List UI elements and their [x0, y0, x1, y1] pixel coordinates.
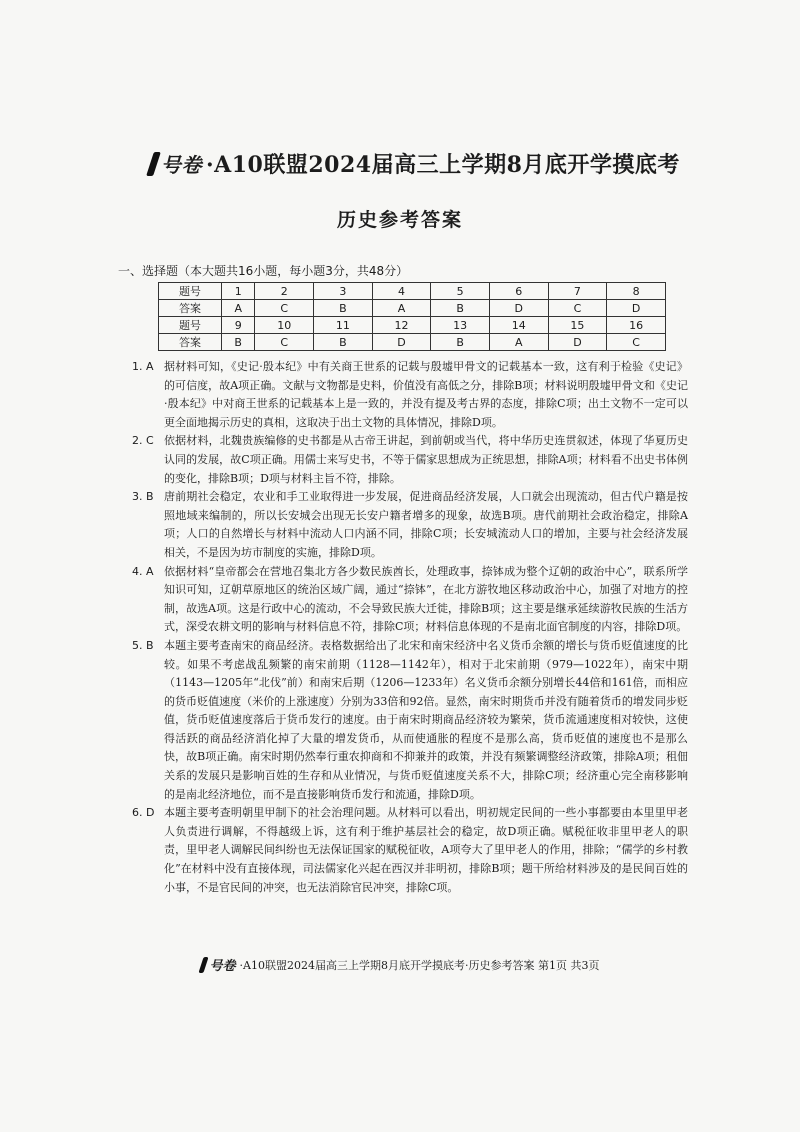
explanation-text: 据材料可知，《史记·殷本纪》中有关商王世系的记载与殷墟甲骨文的记载基本一致，这有利于检验《史记》的可信度，故A项正确。文献与文物都是史料，价值没有高低之分，排除B项；材料说明殷墟甲骨文和《史记·殷本纪》中对商王世系的记载基本上是一致的，并没有提及考古界的态度，排除C项；出土文物不一定可以更全面地揭示历史的真相，这取决于出土文物的具体情况，排除D项。	[164, 360, 688, 429]
answer-table-row-header: 答案	[159, 300, 222, 317]
explanation-number: 1. A	[132, 360, 154, 373]
answer-table-cell: 13	[431, 317, 490, 334]
explanation-item	[132, 637, 688, 804]
section-heading-multiple-choice: 一、选择题（本大题共16小题，每小题3分，共48分）	[118, 264, 409, 278]
explanation-text: 本题主要考查南宋的商品经济。表格数据给出了北宋和南宋经济中名义货币余额的增长与货币贬值速度的比较。如果不考虑战乱频繁的南宋前期（1128—1142年），相对于北宋前期（979—1022年），南宋中期（1143—1205年“北伐”前）和南宋后期（1206—1233年）名义货币余额分别增长44倍和161倍，而相应的货币贬值速度（米价的上涨速度）分别为33倍和92倍。显然，南宋时期货币并没有随着货币的增发同步贬值，货币贬值速度落后于货币发行的速度。由于南宋时期商品经济较为繁荣，货币流通速度相对较快，这使得活跃的商品经济消化掉了大量的增发货币，从而使通胀的程度不是那么高，货币贬值的速度也不是那么快，故B项正确。南宋时期仍然奉行重农抑商和不抑兼并的政策，并没有频繁调整经济政策，排除A项；租佃关系的发展只是影响百姓的生存和从业情况，与货币贬值速度关系不大，排除C项；经济重心完全南移影响的是南北经济地位，而不是直接影响货币发行和流通，排除D项。	[164, 638, 688, 801]
explanation-number: 3. B	[132, 490, 154, 504]
footer-logo-text: 号卷	[209, 959, 236, 974]
answer-table-cell: 11	[314, 317, 373, 334]
explanation-text: 本题主要考查明朝里甲制下的社会治理问题。从材料可以看出，明初规定民间的一些小事都要由本里里甲老人负责进行调解，不得越级上诉，这有利于维护基层社会的稳定，故D项正确。赋税征收非里甲老人的职责，里甲老人调解民间纠纷也无法保证国家的赋税征收，A项夸大了里甲老人的作用，排除；“儒学的乡村教化”在材料中没有直接体现，司法儒家化兴起在西汉并非明初，排除B项；题干所给材料涉及的是民间百姓的小事，不是官民间的冲突，也无法消除官民冲突，排除C项。	[164, 806, 688, 894]
answer-table-cell: B	[431, 334, 490, 351]
answer-table-cell: D	[607, 300, 666, 317]
explanation-number: 4. A	[132, 564, 154, 578]
answer-table-cell: 12	[372, 317, 431, 334]
answer-table-cell: 2	[255, 283, 314, 300]
answer-table	[158, 282, 666, 351]
brand-logo-text: 号卷	[161, 153, 202, 177]
answer-table-cell: B	[222, 334, 255, 351]
answer-table-cell: D	[489, 300, 548, 317]
answer-table-row-header: 答案	[159, 334, 222, 351]
answer-table-cell: 16	[607, 317, 666, 334]
explanation-item	[132, 563, 688, 637]
explanation-number: 5. B	[132, 638, 154, 652]
explanation-item	[132, 358, 688, 432]
answer-table-row-header: 题号	[159, 283, 222, 300]
document-subtitle: 历史参考答案	[336, 209, 463, 231]
answer-table-cell: 4	[372, 283, 431, 300]
answer-table-cell: B	[314, 334, 373, 351]
answer-table-cell: 5	[431, 283, 490, 300]
answer-table-row-header: 题号	[159, 317, 222, 334]
answer-table-cell: 7	[548, 283, 607, 300]
answer-table-cell: 8	[607, 283, 666, 300]
brand-logo	[150, 149, 202, 178]
answer-table-cell: B	[314, 300, 373, 317]
explanation-text: 依据材料，北魏贵族编修的史书都是从古帝王讲起，到前朝或当代，将中华历史连贯叙述，体现了华夏历史认同的发展，故C项正确。用儒士来写史书，不等于儒家思想成为正统思想，排除A项；材料看不出史书体例的变化，排除B项；D项与材料主旨不符，排除。	[164, 434, 688, 485]
answer-table-cell: 15	[548, 317, 607, 334]
answer-table-cell: A	[372, 300, 431, 317]
footer-logo	[201, 955, 236, 974]
answer-table-cell: 10	[255, 317, 314, 334]
answer-table-cell: A	[222, 300, 255, 317]
explanation-number: 6. D	[132, 806, 155, 820]
answer-table-row	[159, 283, 666, 300]
answer-table-cell: C	[607, 334, 666, 351]
answer-table-cell: C	[255, 300, 314, 317]
answer-table-cell: D	[372, 334, 431, 351]
document-title-text: ·A10联盟2024届高三上学期8月底开学摸底考	[206, 152, 680, 178]
document-title	[150, 148, 680, 179]
explanation-item	[132, 488, 688, 562]
answer-table-row	[159, 300, 666, 317]
answer-table-cell: C	[548, 300, 607, 317]
brand-logo-icon	[146, 152, 161, 176]
answer-table-cell: D	[548, 334, 607, 351]
answer-table-cell: C	[255, 334, 314, 351]
footer-logo-icon	[198, 957, 208, 973]
answer-table-cell: 14	[489, 317, 548, 334]
answer-table-cell: A	[489, 334, 548, 351]
explanation-text: 依据材料“皇帝都会在营地召集北方各少数民族酋长，处理政事，捺钵成为整个辽朝的政治中心”，联系所学知识可知，辽朝草原地区的统治区域广阔，通过“捺钵”，在北方游牧地区移动政治中心，加强了对地方的控制，故选A项。这是行政中心的流动，不会导致民族大迁徙，排除B项；这主要是继承延续游牧民族的生活方式，深受农耕文明的影响与材料信息不符，排除C项；材料信息体现的不是南北面官制度的内容，排除D项。	[164, 564, 688, 634]
explanation-item	[132, 804, 688, 897]
answer-table-row	[159, 317, 666, 334]
answer-table-row	[159, 334, 666, 351]
explanation-number: 2. C	[132, 434, 154, 448]
answer-table-cell: 6	[489, 283, 548, 300]
explanation-list	[132, 358, 688, 897]
answer-table-cell: 9	[222, 317, 255, 334]
footer-text: ·A10联盟2024届高三上学期8月底开学摸底考·历史参考答案 第1页 共3页	[239, 958, 600, 972]
answer-table-cell: 3	[314, 283, 373, 300]
answer-table-cell: 1	[222, 283, 255, 300]
explanation-text: 唐前期社会稳定，农业和手工业取得进一步发展，促进商品经济发展，人口就会出现流动，但古代户籍是按照地域来编制的，所以长安城会出现无长安户籍者增多的现象，故选B项。唐代前期社会政治稳定，排除A项；人口的自然增长与材料中流动人口内涵不同，排除C项；长安城流动人口的增加，主要与社会经济发展相关，不是因为坊市制度的实施，排除D项。	[164, 490, 688, 559]
explanation-item	[132, 432, 688, 488]
answer-table-cell: B	[431, 300, 490, 317]
page-footer	[0, 955, 800, 974]
